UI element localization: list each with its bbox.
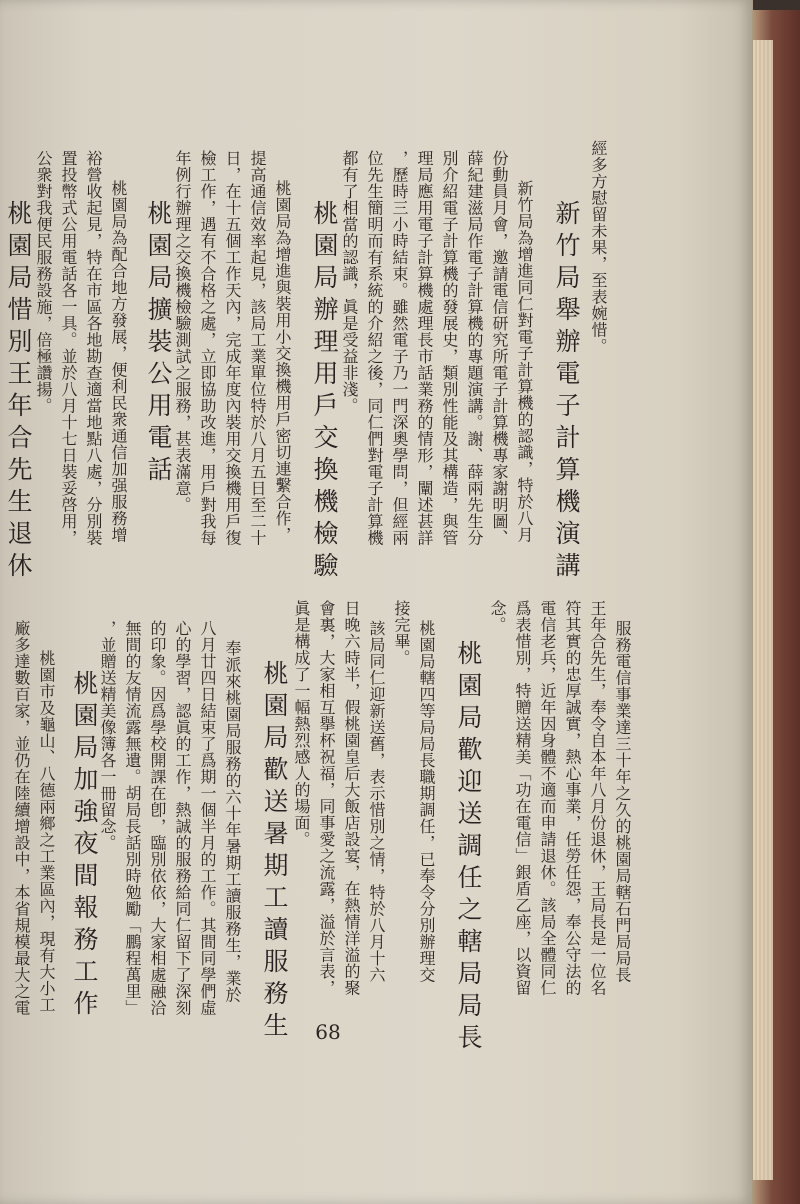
heading-summer-students: 桃園局歡送暑期工讀服務生 — [260, 660, 289, 1044]
body-line: 別介紹電子計算機的發展史，類別性能及其構造，與管 — [440, 150, 459, 546]
heading-public-phone: 桃園局擴裝公用電話 — [144, 200, 173, 488]
body-line: ，並贈送精美像簿各一冊留念。 — [98, 620, 117, 851]
body-line: 位先生簡明而有系統的介紹之後，同仁們對電子計算機 — [365, 150, 384, 546]
body-line: 服務電信事業達三十年之久的桃園局轄石門局局長 — [613, 620, 632, 983]
body-line: 念。 — [488, 600, 507, 633]
body-line: 八月廿四日結束了爲期一個半月的工作。其間同學們虛 — [198, 620, 217, 1016]
body-line: 理局應用電子計算機處理長市話業務的情形，闡述甚詳 — [415, 150, 434, 546]
body-line: 電信老兵，近年因身體不適而申請退休。該局全體同仁 — [538, 600, 557, 996]
body-line: 該局同仁迎新送舊，表示惜別之情，特於八月十六 — [367, 620, 386, 983]
body-line: 日，在十五個工作天內，完成年度內裝用交換機用戶復 — [223, 150, 242, 546]
heading-computer-lecture: 新竹局舉辦電子計算機演講 — [552, 200, 581, 584]
body-line: 廠多達數百家，並仍在陸續增設中，本省規模最大之電 — [12, 620, 31, 1016]
body-line: 桃園局轄四等局局長職期調任，已奉令分別辦理交 — [417, 620, 436, 983]
body-line: 的印象。因爲學校開課在卽，臨別依依，大家相處融洽 — [148, 620, 167, 1016]
body-line: 檢工作，遇有不合格之處，立即協助改進，用戶對我每 — [198, 150, 217, 546]
heading-transfer: 桃園局歡迎送調任之轄局局長 — [454, 640, 483, 1056]
body-line: 日晚六時半，假桃園皇后大飯店設宴，在熱情洋溢的聚 — [342, 600, 361, 996]
body-line: 符其實的忠厚誠實，熱心事業，任勞任怨，奉公守法的 — [563, 600, 582, 996]
body-line: 無間的友情流露無遺。胡局長話別時勉勵「鵬程萬里」 — [123, 620, 142, 1016]
body-line: 眞是構成了一幅熱烈感人的場面。 — [292, 600, 311, 848]
body-line: 裕營收起見，特在市區各地勘查適當地點八處，分別裝 — [84, 150, 103, 546]
body-line: 桃園局為增進與裝用小交換機用戶密切連繫合作， — [273, 180, 292, 543]
body-line: 提高通信效率起見，該局工業單位特於八月五日至二十 — [248, 150, 267, 546]
heading-night-service: 桃園局加強夜間報務工作 — [70, 670, 99, 1022]
heading-exchange-inspection: 桃園局辦理用戶交換機檢驗 — [310, 200, 339, 584]
body-line: 接完畢。 — [392, 600, 411, 666]
body-line: ，歷時三小時結束。雖然電子乃一門深奧學問，但經兩 — [390, 150, 409, 546]
body-line: 奉派來桃園局服務的六十年暑期工讀服務生，業於 — [223, 640, 242, 1003]
body-line: 份動員月會，邀請電信研究所電子計算機專家謝明圖、 — [490, 150, 509, 546]
heading-retire: 桃園局惜別王年合先生退休 — [4, 200, 33, 584]
page-number: 68 — [315, 1020, 341, 1044]
body-line: 桃園市及龜山、八德兩鄉之工業區內，現有大小工 — [37, 650, 56, 1013]
body-line: 桃園局為配合地方發展，便利民衆通信加强服務增 — [109, 180, 128, 543]
body-line: 新竹局為增進同仁對電子計算機的認識，特於八月 — [515, 180, 534, 543]
body-line: 會裏，大家相互擧杯祝福，同事愛之流露，溢於言表， — [317, 600, 336, 996]
body-line: 心的學習，認眞的工作，熱誠的服務給同仁留下了深刻 — [173, 620, 192, 1016]
body-line: 置投幣式公用電話各一具。並於八月十七日裝妥啓用， — [59, 150, 78, 546]
body-line: 爲表惜別，特贈送精美「功在電信」銀盾乙座，以資留 — [513, 600, 532, 996]
body-line: 薛紀建滋局作電子計算機的專題演講。謝、薛兩先生分 — [465, 150, 484, 546]
body-line: 年例行辦理之交換機檢驗測試之服務，甚表滿意。 — [173, 150, 192, 513]
body-line: 公衆對我便民服務設施，倍極讚揚。 — [34, 150, 53, 414]
retire-carryover-line: 經多方慰留未果，至表婉惜。 — [589, 140, 608, 355]
body-line: 都有了相當的認識，眞是受益非淺。 — [340, 150, 359, 414]
body-line: 王年合先生，奉令自本年八月份退休，王局長是一位名 — [588, 600, 607, 996]
